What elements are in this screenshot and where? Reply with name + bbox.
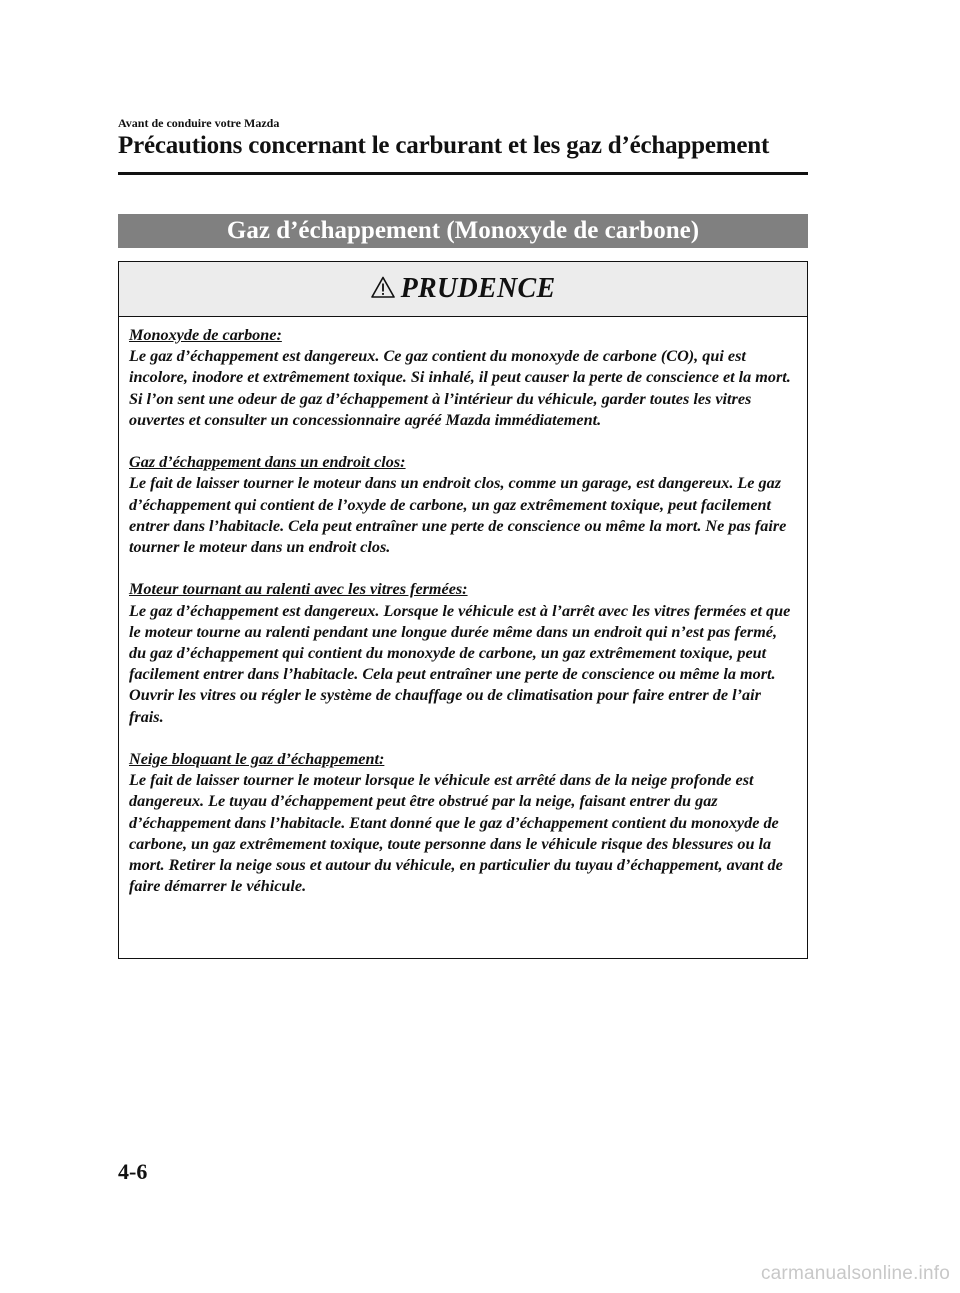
paragraph-heading: Gaz d’échappement dans un endroit clos:: [129, 453, 406, 472]
caution-paragraph: [129, 325, 797, 431]
breadcrumb: Avant de conduire votre Mazda: [118, 116, 280, 130]
paragraph-text: Le gaz d’échappement est dangereux. Lorsque le véhicule est à l’arrêt avec les vitres fermées et que le moteur tourne au ralenti pendant une longue durée même dans un endroit qui n’est pas fermé, du gaz d’échappement qui contient du monoxyde de carbone, un gaz extrêmement toxique, peut facilement entrer dans l’habitacle. Cela peut entraîner une perte de conscience ou même la mort. Ouvrir les vitres ou régler le système de chauffage ou de climatisation pour faire entrer de l’air frais.: [129, 601, 791, 726]
paragraph-heading: Monoxyde de carbone:: [129, 326, 282, 344]
caution-box: [118, 261, 808, 959]
page-title: Précautions concernant le carburant et les gaz d’échappement: [118, 132, 770, 159]
page-number: 4-6: [118, 1159, 148, 1184]
paragraph-heading: Neige bloquant le gaz d’échappement:: [129, 750, 385, 769]
caution-body: [119, 317, 807, 897]
paragraph-text: Le gaz d’échappement est dangereux. Ce gaz contient du monoxyde de carbone (CO), qui est incolore, inodore et extrêmement toxique. Si inhalé, il peut causer la perte de conscience et la mort. Si l’on sent une odeur de gaz d’échappement à l’intérieur du véhicule, garder toutes les vitres ouvertes et consulter un concessionnaire agréé Mazda immédiatement.: [129, 347, 791, 429]
warning-triangle-icon: [371, 276, 395, 298]
caution-header: [119, 262, 807, 317]
paragraph-text: Le fait de laisser tourner le moteur dans un endroit clos, comme un garage, est dangereux. Le gaz d’échappement qui contient de l’oxyde de carbone, un gaz extrêmement toxique, peut facilement entrer dans l’habitacle. Cela peut entraîner une perte de conscience ou même la mort. Ne pas faire tourner le moteur dans un endroit clos.: [129, 474, 787, 557]
watermark: carmanualsonline.info: [760, 1263, 950, 1284]
caution-paragraph: [129, 749, 797, 897]
paragraph-text: Le fait de laisser tourner le moteur lorsque le véhicule est arrêté dans de la neige profonde est dangereux. Le tuyau d’échappement peut être obstrué par la neige, faisant entrer du gaz d’échappement dans l’habitacle. Etant donné que le gaz d’échappement contient du monoxyde de carbone, un gaz extrêmement toxique, toute personne dans le véhicule risque des blessures ou la mort. Retirer la neige sous et autour du véhicule, en particulier du tuyau d’échappement, avant de faire démarrer le véhicule.: [129, 771, 783, 896]
section-banner: Gaz d’échappement (Monoxyde de carbone): [118, 214, 808, 248]
title-divider: [118, 172, 808, 175]
caution-paragraph: [129, 452, 797, 558]
caution-title: PRUDENCE: [400, 273, 556, 304]
caution-paragraph: [129, 579, 797, 727]
paragraph-heading: Moteur tournant au ralenti avec les vitres fermées:: [129, 580, 468, 599]
